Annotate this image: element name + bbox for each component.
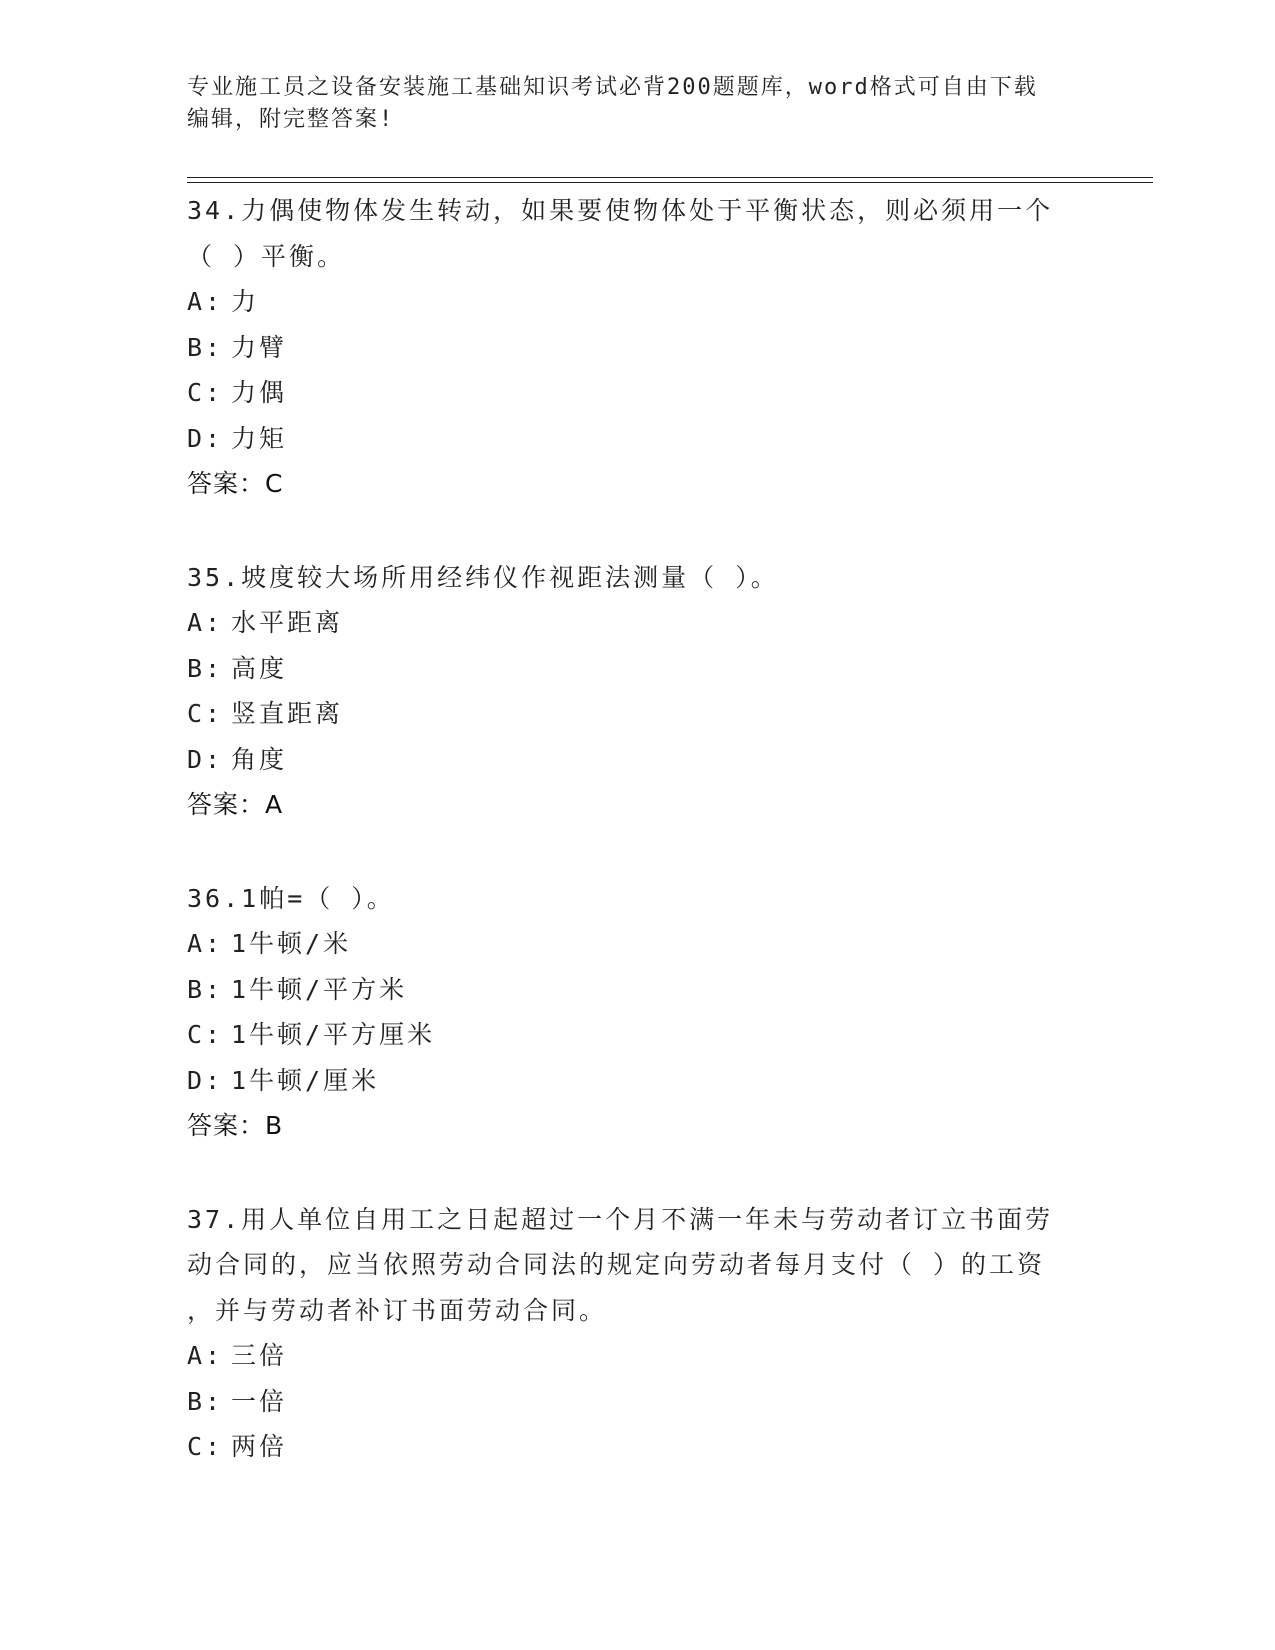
option-b <box>187 1379 1087 1425</box>
option-c <box>187 1424 1087 1470</box>
option-key: B: <box>187 1386 224 1416</box>
document-header <box>187 72 1087 136</box>
option-text: 力偶 <box>231 378 288 407</box>
option-a <box>187 1333 1087 1379</box>
question-stem <box>187 555 1087 601</box>
option-text: 角度 <box>231 744 288 774</box>
option-key: D: <box>187 744 224 774</box>
question-37 <box>187 1197 1087 1470</box>
option-key: A: <box>187 1341 224 1370</box>
option-key: D: <box>187 1065 224 1095</box>
stem-line: ，并与劳动者补订书面劳动合同。 <box>187 1295 608 1325</box>
answer-line: 答案：A <box>187 790 284 819</box>
option-text: 1牛顿/米 <box>231 929 352 958</box>
option-text: 1牛顿/平方米 <box>231 974 408 1004</box>
question-list <box>187 188 1087 1518</box>
option-text: 力臂 <box>231 332 288 362</box>
header-line-1: 专业施工员之设备安装施工基础知识考试必背200题题库，word格式可自由下载 <box>187 75 1038 100</box>
header-line-2: 编辑，附完整答案! <box>187 107 395 132</box>
question-34 <box>187 188 1087 507</box>
option-key: B: <box>187 974 224 1004</box>
stem-line: 35.坡度较大场所用经纬仪作视距法测量（ ）。 <box>187 562 779 592</box>
option-d <box>187 416 1087 462</box>
option-b <box>187 646 1087 692</box>
option-c <box>187 1012 1087 1058</box>
option-key: A: <box>187 608 224 637</box>
option-key: A: <box>187 929 224 958</box>
option-b <box>187 325 1087 371</box>
stem-line: 动合同的，应当依照劳动合同法的规定向劳动者每月支付（ ）的工资 <box>187 1250 1046 1279</box>
stem-line: 34.力偶使物体发生转动，如果要使物体处于平衡状态，则必须用一个 <box>187 196 1054 225</box>
stem-line: （ ）平衡。 <box>187 241 346 271</box>
question-stem <box>187 1197 1087 1334</box>
option-text: 1牛顿/平方厘米 <box>231 1020 436 1049</box>
option-text: 水平距离 <box>231 608 344 637</box>
question-stem <box>187 876 1087 922</box>
option-text: 力 <box>231 287 260 316</box>
option-b <box>187 967 1087 1013</box>
option-text: 一倍 <box>231 1386 288 1416</box>
option-text: 1牛顿/厘米 <box>231 1065 380 1095</box>
option-key: C: <box>187 1020 224 1049</box>
option-text: 三倍 <box>231 1341 288 1370</box>
header-divider-bottom <box>187 182 1153 183</box>
option-key: B: <box>187 653 224 683</box>
option-a <box>187 279 1087 325</box>
option-key: A: <box>187 287 224 316</box>
option-text: 力矩 <box>231 423 288 453</box>
option-text: 两倍 <box>231 1432 288 1461</box>
option-d <box>187 737 1087 783</box>
stem-line: 36.1帕=（ ）。 <box>187 883 395 913</box>
option-a <box>187 600 1087 646</box>
option-key: D: <box>187 423 224 453</box>
option-key: C: <box>187 378 224 407</box>
option-c <box>187 691 1087 737</box>
question-stem <box>187 188 1087 279</box>
option-c <box>187 370 1087 416</box>
option-key: C: <box>187 1432 224 1461</box>
header-divider-top <box>187 177 1153 178</box>
answer-line: 答案：C <box>187 469 284 498</box>
option-key: B: <box>187 332 224 362</box>
option-key: C: <box>187 699 224 728</box>
question-35 <box>187 555 1087 828</box>
option-d <box>187 1058 1087 1104</box>
option-a <box>187 921 1087 967</box>
option-text: 高度 <box>231 653 288 683</box>
question-36 <box>187 876 1087 1149</box>
stem-line: 37.用人单位自用工之日起超过一个月不满一年未与劳动者订立书面劳 <box>187 1204 1054 1234</box>
answer-line: 答案：B <box>187 1111 284 1140</box>
option-text: 竖直距离 <box>231 699 344 728</box>
